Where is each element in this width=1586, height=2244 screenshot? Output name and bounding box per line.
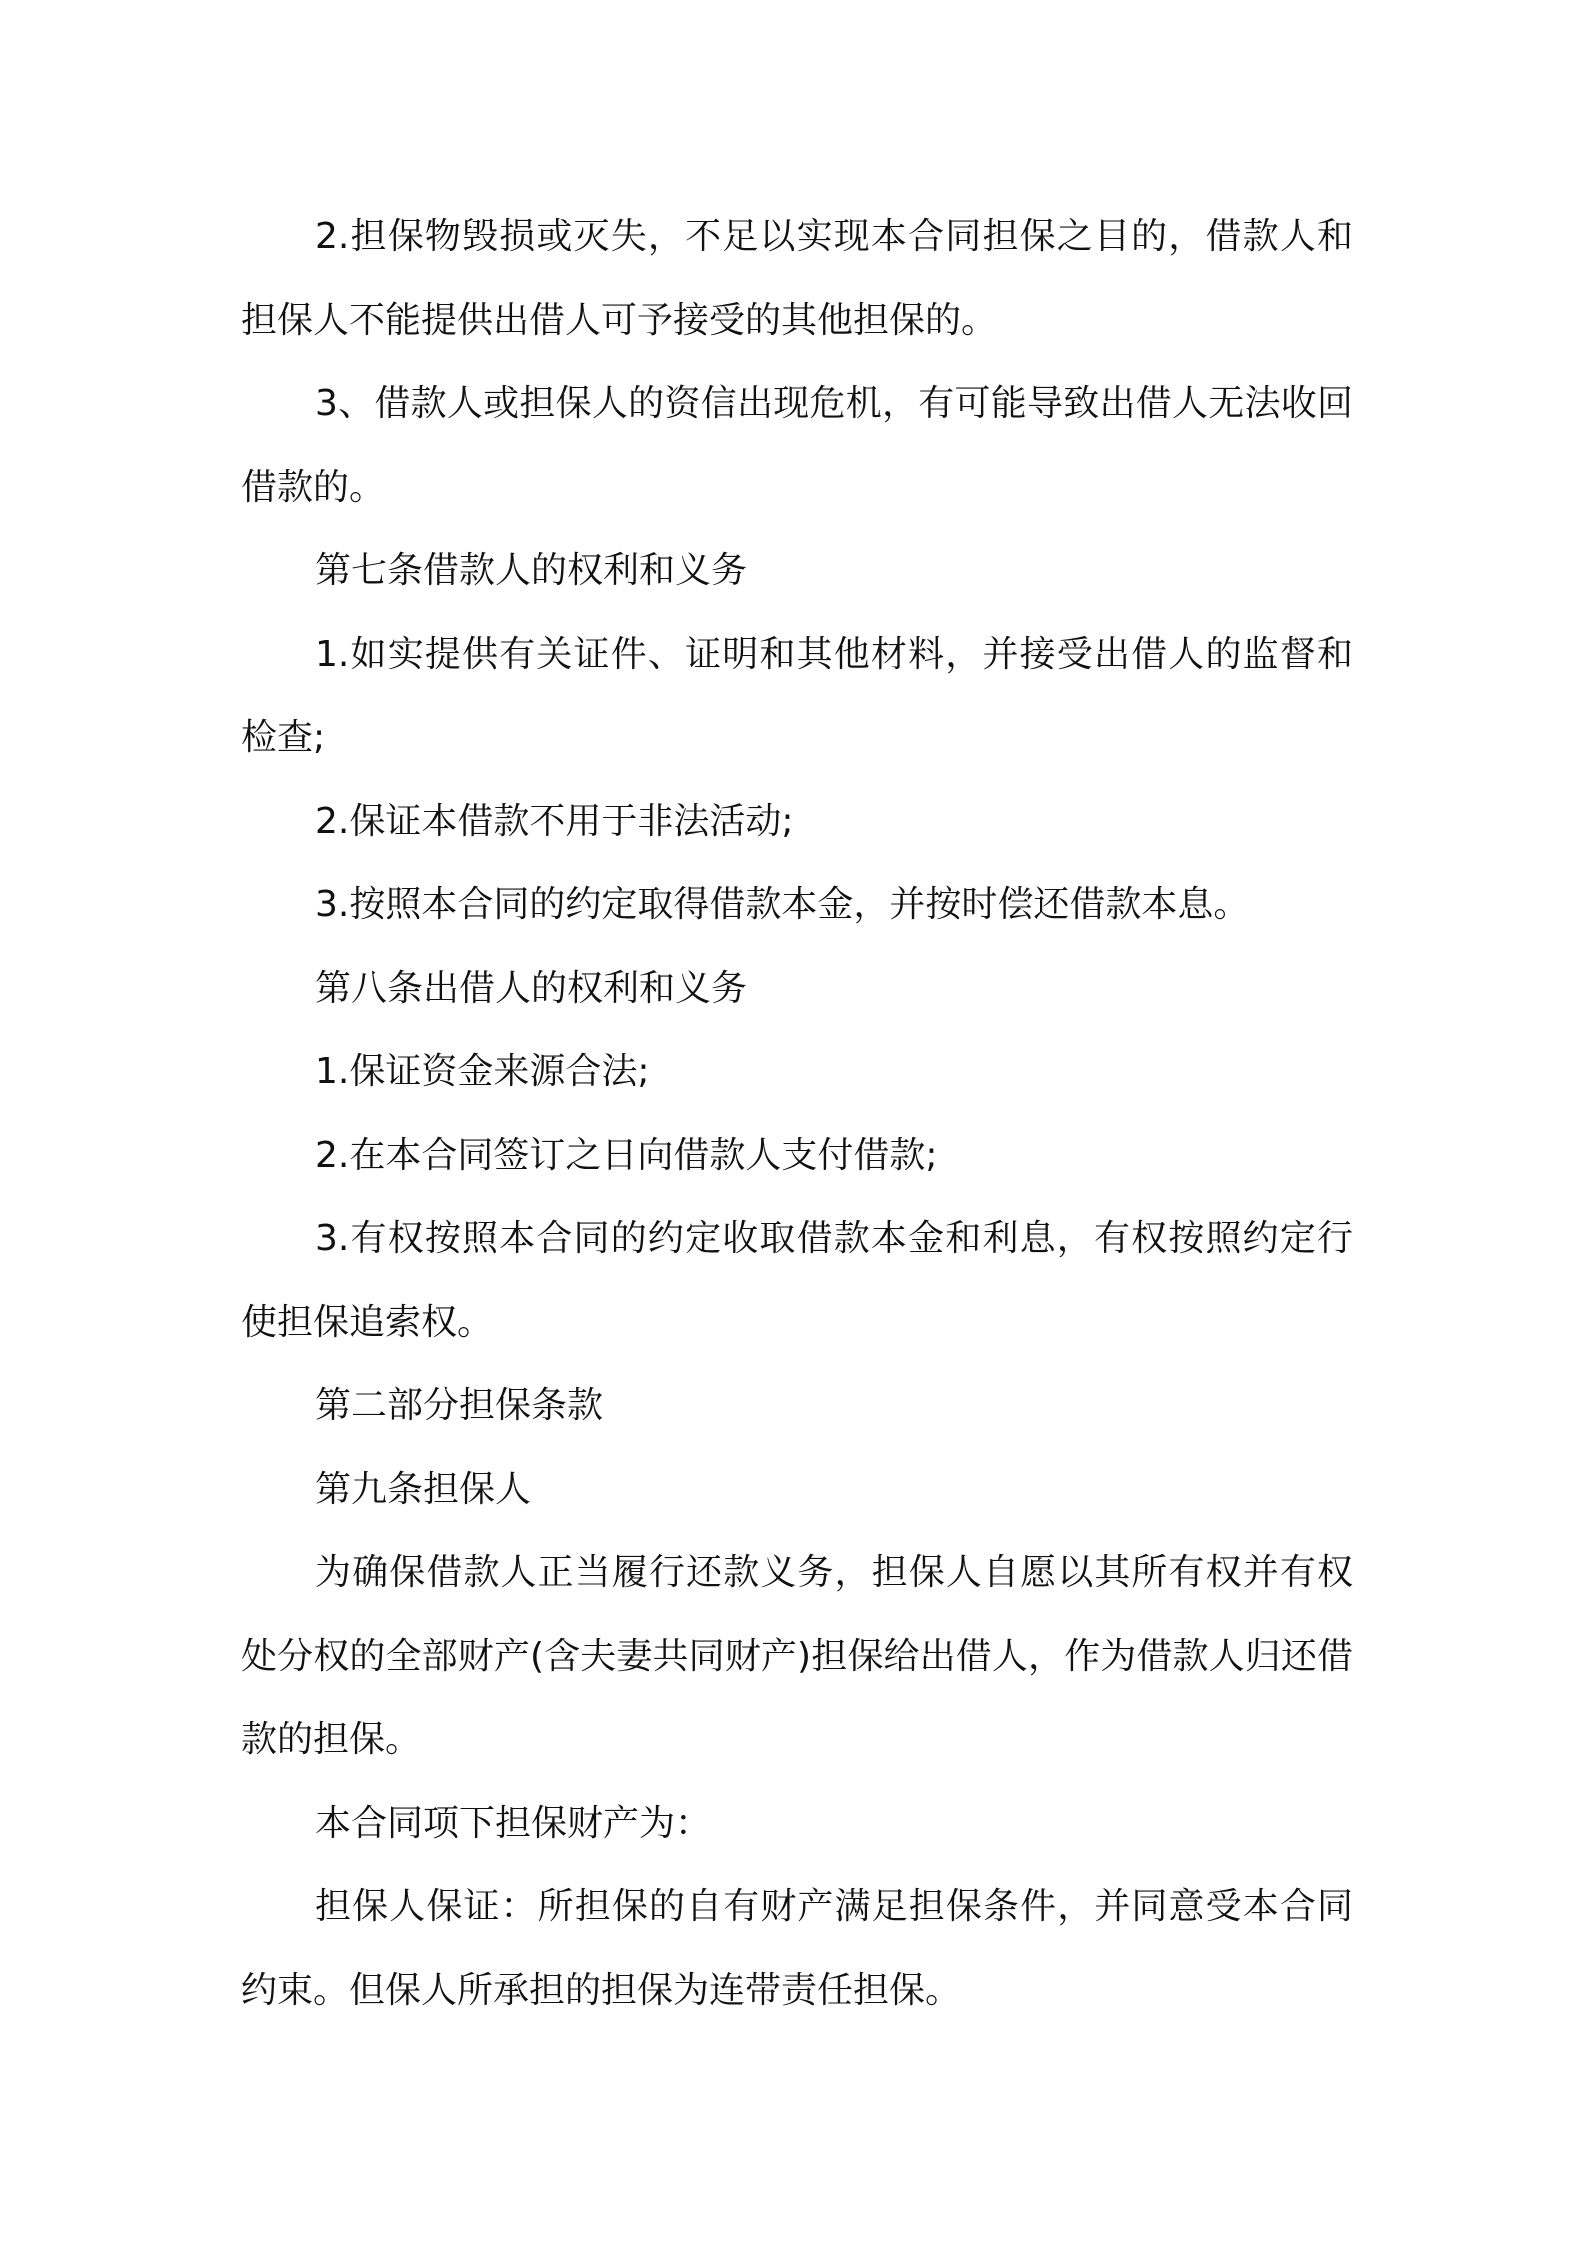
- paragraph-clause-6-item-2: 2.担保物毁损或灭失，不足以实现本合同担保之目的，借款人和担保人不能提供出借人可予接受的其他担保的。: [241, 216, 1353, 341]
- paragraph-article-8-item-2: 2.在本合同签订之日向借款人支付借款;: [315, 1134, 938, 1176]
- document-body: [241, 195, 1353, 2032]
- heading-article-8: 第八条出借人的权利和义务: [315, 967, 748, 1009]
- paragraph-article-9-text-1: 为确保借款人正当履行还款义务，担保人自愿以其所有权并有权处分权的全部财产(含夫妻共同财产)担保给出借人，作为借款人归还借款的担保。: [241, 1552, 1353, 1760]
- paragraph-article-8-item-1: 1.保证资金来源合法;: [315, 1051, 650, 1092]
- paragraph-article-7-item-1: 1.如实提供有关证件、证明和其他材料，并接受出借人的监督和检查;: [241, 633, 1353, 758]
- heading-article-9: 第九条担保人: [315, 1468, 532, 1510]
- paragraph-article-7-item-2: 2.保证本借款不用于非法活动;: [315, 800, 794, 842]
- paragraph-article-9-text-2: 本合同项下担保财产为：: [315, 1802, 712, 1844]
- heading-part-2: 第二部分担保条款: [315, 1385, 604, 1426]
- paragraph-article-7-item-3: 3.按照本合同的约定取得借款本金，并按时偿还借款本息。: [315, 884, 1250, 925]
- paragraph-article-9-text-3: 担保人保证：所担保的自有财产满足担保条件，并同意受本合同约束。但保人所承担的担保为连带责任担保。: [241, 1886, 1353, 2011]
- heading-article-7: 第七条借款人的权利和义务: [315, 550, 748, 591]
- paragraph-clause-6-item-3: 3、借款人或担保人的资信出现危机，有可能导致出借人无法收回借款的。: [241, 383, 1353, 508]
- paragraph-article-8-item-3: 3.有权按照本合同的约定收取借款本金和利息，有权按照约定行使担保追索权。: [241, 1218, 1353, 1343]
